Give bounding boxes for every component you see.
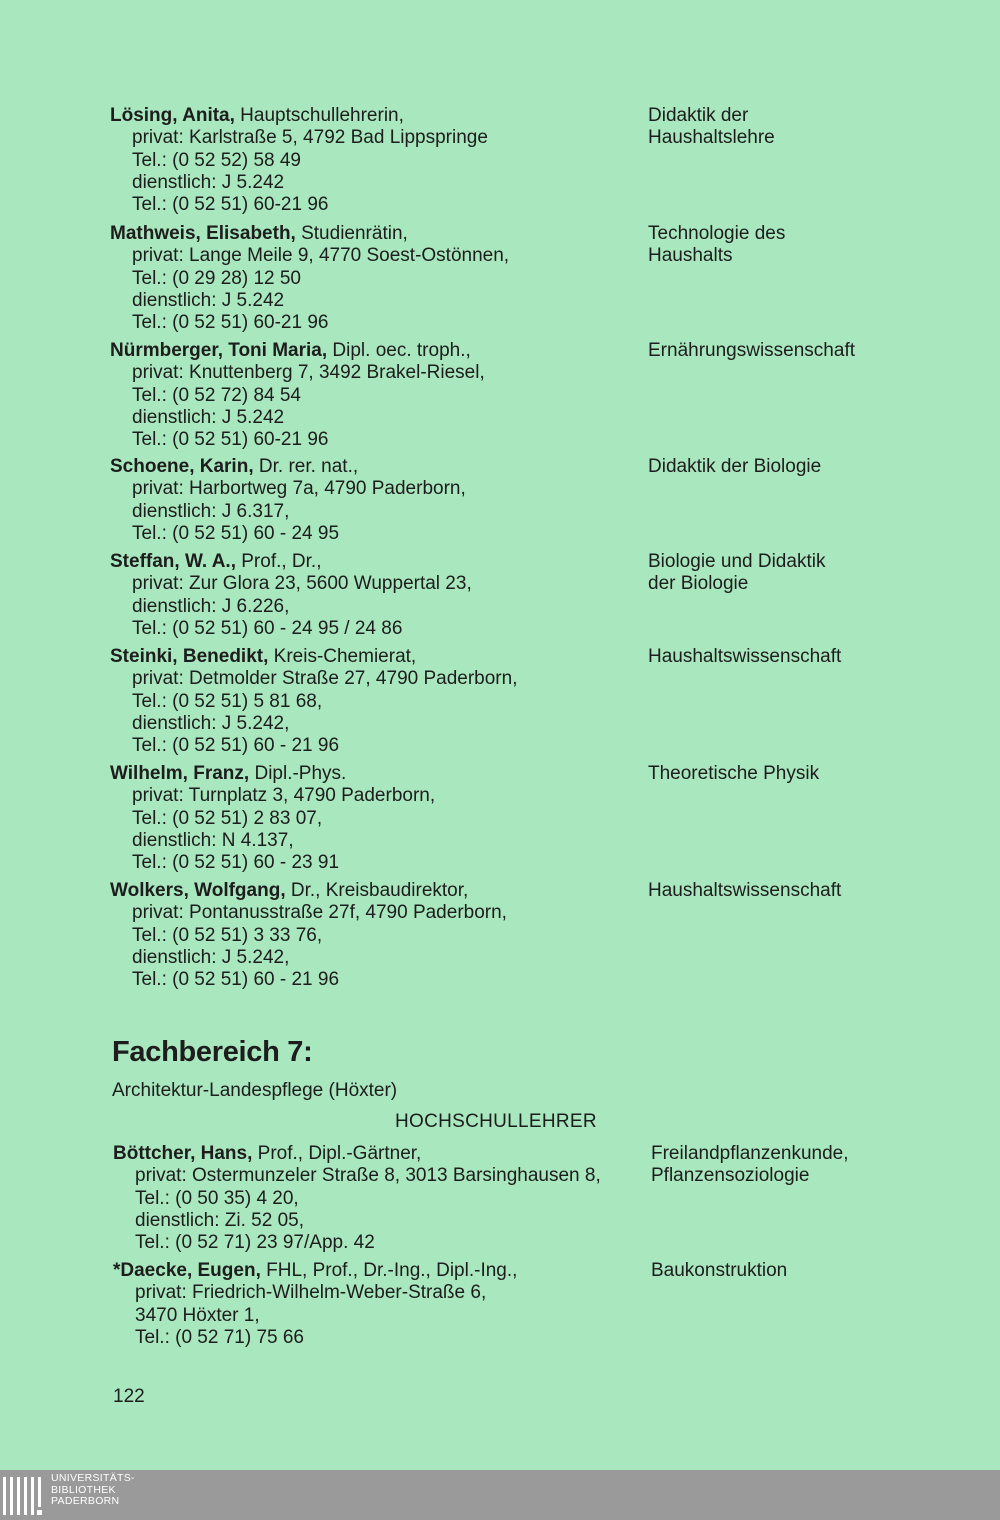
phone-line: Tel.: (0 52 72) 84 54 [132, 384, 301, 406]
address-line: privat: Zur Glora 23, 5600 Wuppertal 23, [132, 573, 472, 595]
subject-line: Freilandpflanzenkunde, [651, 1143, 849, 1164]
phone-line: Tel.: (0 52 51) 5 81 68, [132, 690, 323, 712]
address-line: privat: Harbortweg 7a, 4790 Paderborn, [132, 478, 466, 500]
logo-line: UNIVERSITÄTS- [51, 1472, 135, 1484]
subject-line: Haushaltslehre [648, 127, 775, 149]
subject-line: Didaktik der [648, 105, 749, 126]
office-line: dienstlich: Zi. 52 05, [135, 1209, 304, 1231]
person-name: Wilhelm, Franz, [110, 763, 250, 784]
person-role: Dr. rer. nat., [253, 456, 359, 477]
subject-line: Baukonstruktion [651, 1260, 788, 1281]
person-role: Prof., Dr., [235, 551, 322, 572]
person-name: *Daecke, Eugen, [113, 1260, 261, 1281]
phone-line: Tel.: (0 52 51) 60-21 96 [132, 194, 329, 216]
address-line: privat: Lange Meile 9, 4770 Soest-Ostönnen, [132, 245, 510, 267]
subject-line: Technologie des [648, 223, 786, 244]
address-line: privat: Detmolder Straße 27, 4790 Paderborn, [132, 668, 518, 690]
phone-line: Tel.: (0 52 51) 60 - 21 96 [132, 969, 340, 991]
address-line: privat: Ostermunzeler Straße 8, 3013 Barsinghausen 8, [135, 1165, 601, 1187]
address-line: privat: Knuttenberg 7, 3492 Brakel-Riesel, [132, 362, 485, 384]
section-label: HOCHSCHULLEHRER [395, 1111, 597, 1132]
subject-line: Didaktik der Biologie [648, 456, 822, 477]
phone-line: Tel.: (0 52 51) 60 - 24 95 [132, 522, 340, 544]
subject-line: Pflanzensoziologie [651, 1165, 810, 1187]
phone-line: Tel.: (0 52 71) 75 66 [135, 1326, 304, 1348]
phone-line: Tel.: (0 52 51) 60-21 96 [132, 429, 329, 451]
subject-line: Biologie und Didaktik [648, 551, 826, 572]
person-name: Schoene, Karin, [110, 456, 254, 477]
person-role: Dipl. oec. troph., [327, 340, 471, 361]
footer-bar [0, 1470, 1000, 1520]
phone-line: Tel.: (0 52 51) 60-21 96 [132, 312, 329, 334]
phone-line: Tel.: (0 52 51) 60 - 21 96 [132, 735, 340, 757]
subject-area [648, 880, 968, 902]
office-line: dienstlich: N 4.137, [132, 829, 294, 851]
phone-line: Tel.: (0 52 51) 3 33 76, [132, 924, 323, 946]
office-line: dienstlich: J 5.242 [132, 406, 285, 428]
subject-area [648, 646, 968, 668]
subject-line: Ernährungswissenschaft [648, 340, 855, 361]
person-role: Dipl.-Phys. [249, 763, 347, 784]
person-role: FHL, Prof., Dr.-Ing., Dipl.-Ing., [260, 1260, 518, 1281]
subject-line: Theoretische Physik [648, 763, 820, 784]
person-name: Steffan, W. A., [110, 551, 236, 572]
phone-line: Tel.: (0 52 52) 58 49 [132, 149, 301, 171]
subject-area [651, 1260, 971, 1282]
address-line: privat: Karlstraße 5, 4792 Bad Lippspringe [132, 127, 488, 149]
subject-area [648, 105, 968, 150]
person-role: Hauptschullehrerin, [234, 105, 404, 126]
office-line: dienstlich: J 5.242 [132, 171, 285, 193]
logo-line: BIBLIOTHEK [51, 1483, 116, 1496]
subject-area [648, 551, 968, 596]
phone-line: Tel.: (0 52 51) 60 - 24 95 / 24 86 [132, 617, 403, 639]
library-logo-icon [2, 1471, 44, 1519]
phone-line: Tel.: (0 52 51) 60 - 23 91 [132, 852, 340, 874]
office-line: dienstlich: J 6.317, [132, 500, 290, 522]
subject-line: Haushalts [648, 245, 733, 267]
person-name: Steinki, Benedikt, [110, 646, 269, 667]
person-role: Kreis-Chemierat, [268, 646, 417, 667]
library-logo-text [51, 1473, 135, 1508]
phone-line: Tel.: (0 52 51) 2 83 07, [132, 807, 323, 829]
address-line: privat: Turnplatz 3, 4790 Paderborn, [132, 785, 436, 807]
subject-line: Haushaltswissenschaft [648, 646, 842, 667]
subject-area [648, 340, 968, 362]
page-number: 122 [113, 1386, 145, 1407]
office-line: dienstlich: J 5.242 [132, 289, 285, 311]
subject-line: der Biologie [648, 573, 749, 595]
address-line: privat: Friedrich-Wilhelm-Weber-Straße 6, [135, 1282, 487, 1304]
office-line: dienstlich: J 6.226, [132, 595, 290, 617]
subject-area [648, 763, 968, 785]
person-role: Studienrätin, [295, 223, 408, 244]
phone-line: Tel.: (0 29 28) 12 50 [132, 267, 301, 289]
office-line: dienstlich: J 5.242, [132, 712, 290, 734]
subject-area [648, 223, 968, 268]
person-role: Dr., Kreisbaudirektor, [285, 880, 469, 901]
phone-line: Tel.: (0 50 35) 4 20, [135, 1187, 299, 1209]
address-line: privat: Pontanusstraße 27f, 4790 Paderborn, [132, 902, 507, 924]
person-name: Böttcher, Hans, [113, 1143, 253, 1164]
person-name: Wolkers, Wolfgang, [110, 880, 286, 901]
person-role: Prof., Dipl.-Gärtner, [252, 1143, 422, 1164]
section-subheading: Architektur-Landespflege (Höxter) [112, 1080, 398, 1101]
person-name: Lösing, Anita, [110, 105, 235, 126]
logo-line: PADERBORN [51, 1495, 120, 1507]
subject-line: Haushaltswissenschaft [648, 880, 842, 901]
person-name: Mathweis, Elisabeth, [110, 223, 296, 244]
section-heading: Fachbereich 7: [112, 1036, 313, 1068]
phone-line: Tel.: (0 52 71) 23 97/App. 42 [135, 1232, 375, 1254]
subject-area [648, 456, 968, 478]
subject-area [651, 1143, 971, 1188]
office-line: dienstlich: J 5.242, [132, 946, 290, 968]
person-name: Nürmberger, Toni Maria, [110, 340, 328, 361]
address-line: 3470 Höxter 1, [135, 1304, 260, 1326]
